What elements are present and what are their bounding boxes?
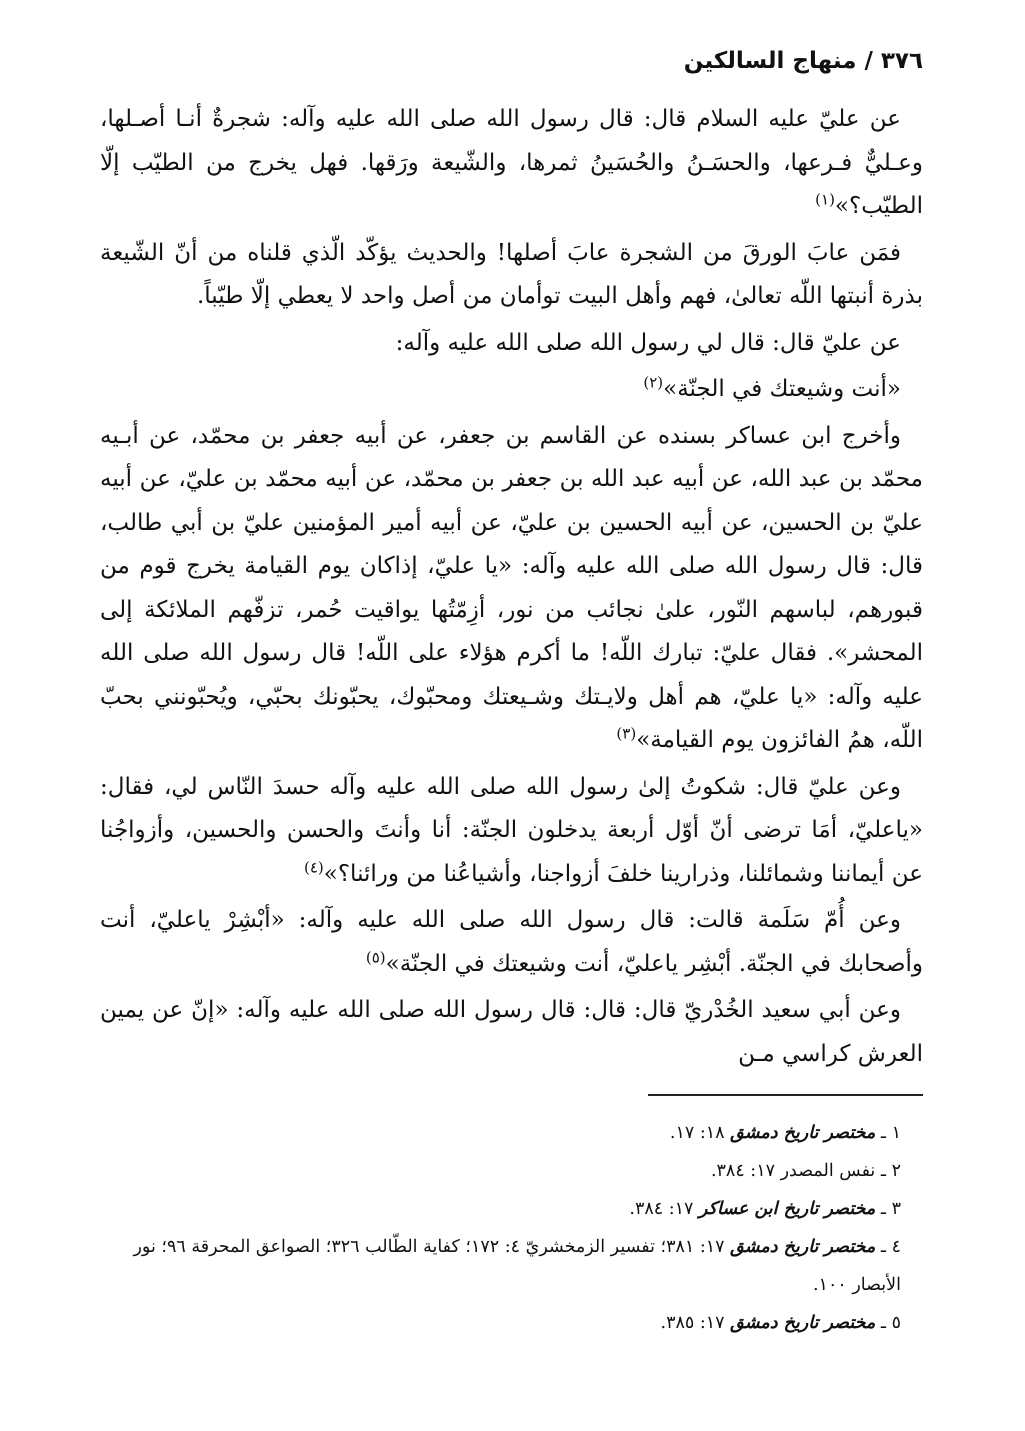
footnote-ref: نفس المصدر ١٧: ٣٨٤. (710, 1161, 876, 1181)
footnote-source: مختصر تاريخ دمشق (730, 1313, 876, 1333)
paragraph-1 (100, 98, 923, 229)
footnote-number: ٤ ـ (880, 1237, 901, 1257)
footnote-2 (100, 1152, 923, 1190)
paragraph-text: وعن عليّ قال: شكوتُ إلىٰ رسول الله صلى الله عليه وآله حسدَ النّاس لي، فقال: «ياعليّ، أمَا ترضى أنّ أوّل أربعة يدخلون الجنّة: أنا وأنتَ والحسن والحسين، وأزواجُنا عن أيماننا وشمائلنا، وذرارينا خلفَ أزواجنا، وأشياعُنا من ورائنا؟» (100, 773, 923, 887)
footnote-marker: (٥) (365, 947, 386, 966)
footnote-source: مختصر تاريخ ابن عساكر (699, 1199, 876, 1219)
footnote-marker: (٣) (616, 724, 637, 743)
running-header: ٣٧٦ / منهاج السالكين (683, 48, 923, 74)
footnote-source: مختصر تاريخ دمشق (730, 1237, 876, 1257)
footnote-5 (100, 1304, 923, 1342)
footnote-3 (100, 1190, 923, 1228)
paragraph-3 (100, 322, 923, 366)
footnote-ref: ١٧: ٣٨١؛ تفسير الزمخشريّ ٤: ١٧٢؛ كفاية الطّالب ٣٢٦؛ الصواعق المحرقة ٩٦؛ نور الأبصار ١٠٠. (133, 1237, 901, 1295)
footnote-number: ٢ ـ (880, 1161, 901, 1181)
paragraph-text: وأخرج ابن عساكر بسنده عن القاسم بن جعفر، عن أبيه جعفر بن محمّد، عن أبـيه محمّد بن عبد الله، عن أبيه عبد الله بن جعفر بن محمّد، عن أبيه محمّد بن عليّ، عن أبيه عليّ بن الحسين، عن أبيه الحسين بن عليّ، عن أبيه أمير المؤمنين عليّ بن أبي طالب، قال: قال رسول الله صلى الله عليه وآله: «يا عليّ، إذاكان يوم القيامة يخرج قوم من قبورهم، لباسهم النّور، علىٰ نجائب من نور، أزِمّتُها يواقيت حُمر، تزفّهم الملائكة إلى المحشر». فقال عليّ: تبارك اللّه! ما أكرم هؤلاء على اللّه! قال رسول الله صلى الله عليه وآله: «يا عليّ، هم أهل ولايـتك وشـيعتك ومحبّوك، يحبّونك بحبّي، ويُحبّونني بحبّ اللّه، همُ الفائزون يوم القيامة» (100, 422, 923, 753)
paragraph-text: فمَن عابَ الورقَ من الشجرة عابَ أصلها! والحديث يؤكّد الّذي قلناه من أنّ الشّيعة بذرة أنبتها اللّه تعالىٰ، فهم وأهل البيت توأمان من أصل واحد لا يعطي إلّا طيّباً. (100, 239, 923, 309)
footnote-number: ٥ ـ (880, 1313, 901, 1333)
footnote-separator (648, 1094, 923, 1096)
footnote-marker: (١) (815, 190, 835, 209)
paragraph-text: عن عليّ قال: قال لي رسول الله صلى الله عليه وآله: (395, 329, 901, 356)
paragraph-4 (100, 368, 923, 412)
footnote-marker: (٢) (643, 373, 664, 392)
paragraph-text: عن عليّ عليه السلام قال: قال رسول الله صلى الله عليه وآله: شجرةٌ أنـا أصـلها، وعـليٌّ فـرعها، والحسَـنُ والحُسَينُ ثمرها، والشّيعة ورَقها. فهل يخرج من الطيّب إلّا الطيّب؟» (100, 106, 923, 219)
footnote-ref: ١٨: ١٧. (669, 1123, 731, 1143)
paragraph-8 (100, 989, 923, 1076)
paragraph-5 (100, 415, 923, 763)
footnote-4 (100, 1228, 923, 1304)
footnote-marker: (٤) (304, 857, 324, 876)
paragraph-6 (100, 766, 923, 897)
footnote-ref: ١٧: ٣٨٥. (660, 1313, 731, 1333)
paragraph-text: وعن أُمّ سَلَمة قالت: قال رسول الله صلى الله عليه وآله: «أبْشِرْ ياعليّ، أنت وأصحابك في الجنّة. أبْشِر ياعليّ، أنت وشيعتك في الجنّة» (100, 907, 923, 977)
footnotes (100, 1114, 923, 1342)
footnote-number: ١ ـ (880, 1123, 901, 1143)
paragraph-2 (100, 232, 923, 319)
footnote-1 (100, 1114, 923, 1152)
footnote-number: ٣ ـ (880, 1199, 901, 1219)
paragraph-7 (100, 899, 923, 986)
paragraph-text: «أنت وشيعتك في الجنّة» (663, 376, 901, 402)
main-text (100, 98, 923, 1076)
footnote-source: مختصر تاريخ دمشق (730, 1123, 876, 1143)
paragraph-text: وعن أبي سعيد الخُدْريّ قال: قال: قال رسول الله صلى الله عليه وآله: «إنّ عن يمين العرش كراسي مـن (100, 997, 923, 1067)
footnote-ref: ١٧: ٣٨٤. (629, 1199, 699, 1219)
